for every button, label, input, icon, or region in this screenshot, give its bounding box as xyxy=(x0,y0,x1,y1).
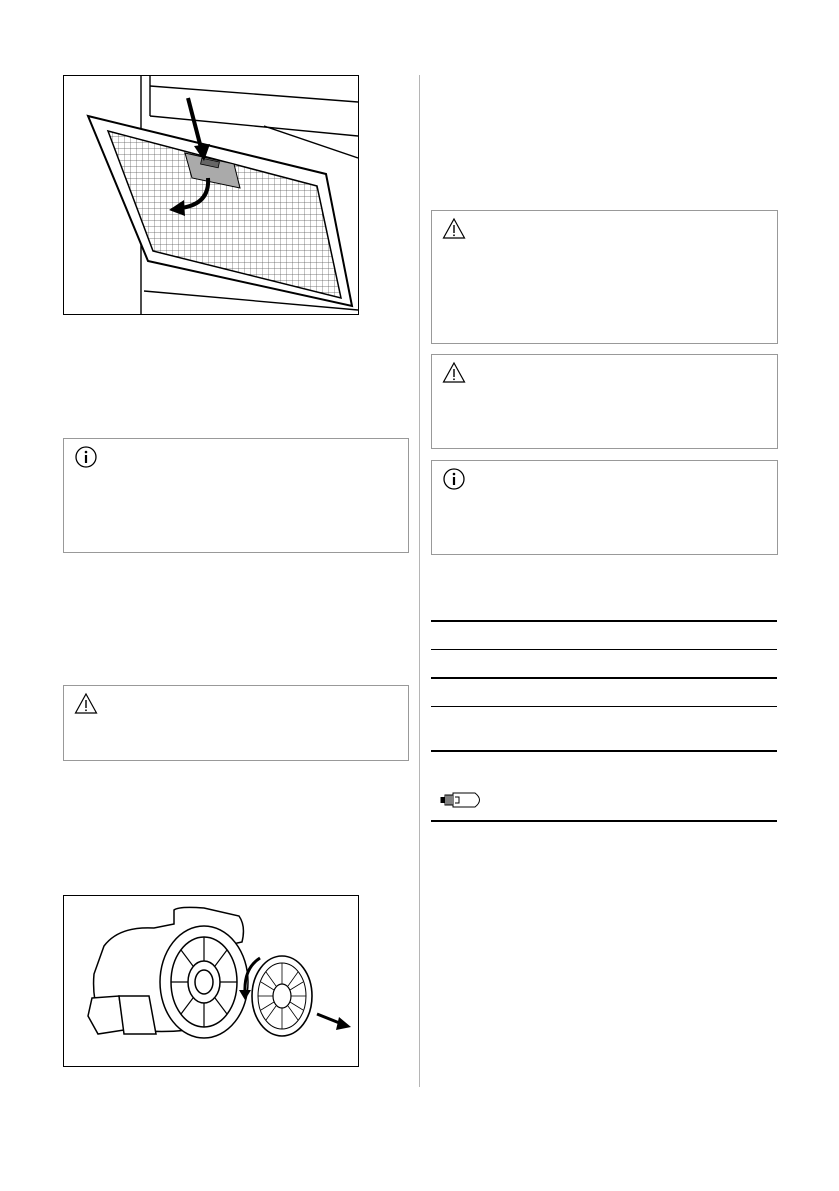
filter-removal-illustration xyxy=(63,75,359,315)
column-divider xyxy=(419,75,420,1087)
table-rule xyxy=(431,750,777,752)
info-icon xyxy=(442,467,466,491)
table-rule xyxy=(431,677,777,679)
lamp-bulb-icon xyxy=(437,790,485,810)
table-rule xyxy=(431,820,777,822)
info-note xyxy=(431,460,778,555)
warning-icon xyxy=(74,692,98,716)
warning-icon xyxy=(442,361,466,385)
info-note xyxy=(63,438,409,553)
warning-note xyxy=(431,354,778,449)
warning-note xyxy=(431,210,778,344)
table-rule xyxy=(431,620,777,622)
table-rule xyxy=(431,649,777,650)
warning-icon xyxy=(442,217,466,241)
warning-note xyxy=(63,685,409,761)
table-rule xyxy=(431,706,777,707)
info-icon xyxy=(74,445,98,469)
charcoal-filter-illustration xyxy=(63,895,359,1067)
